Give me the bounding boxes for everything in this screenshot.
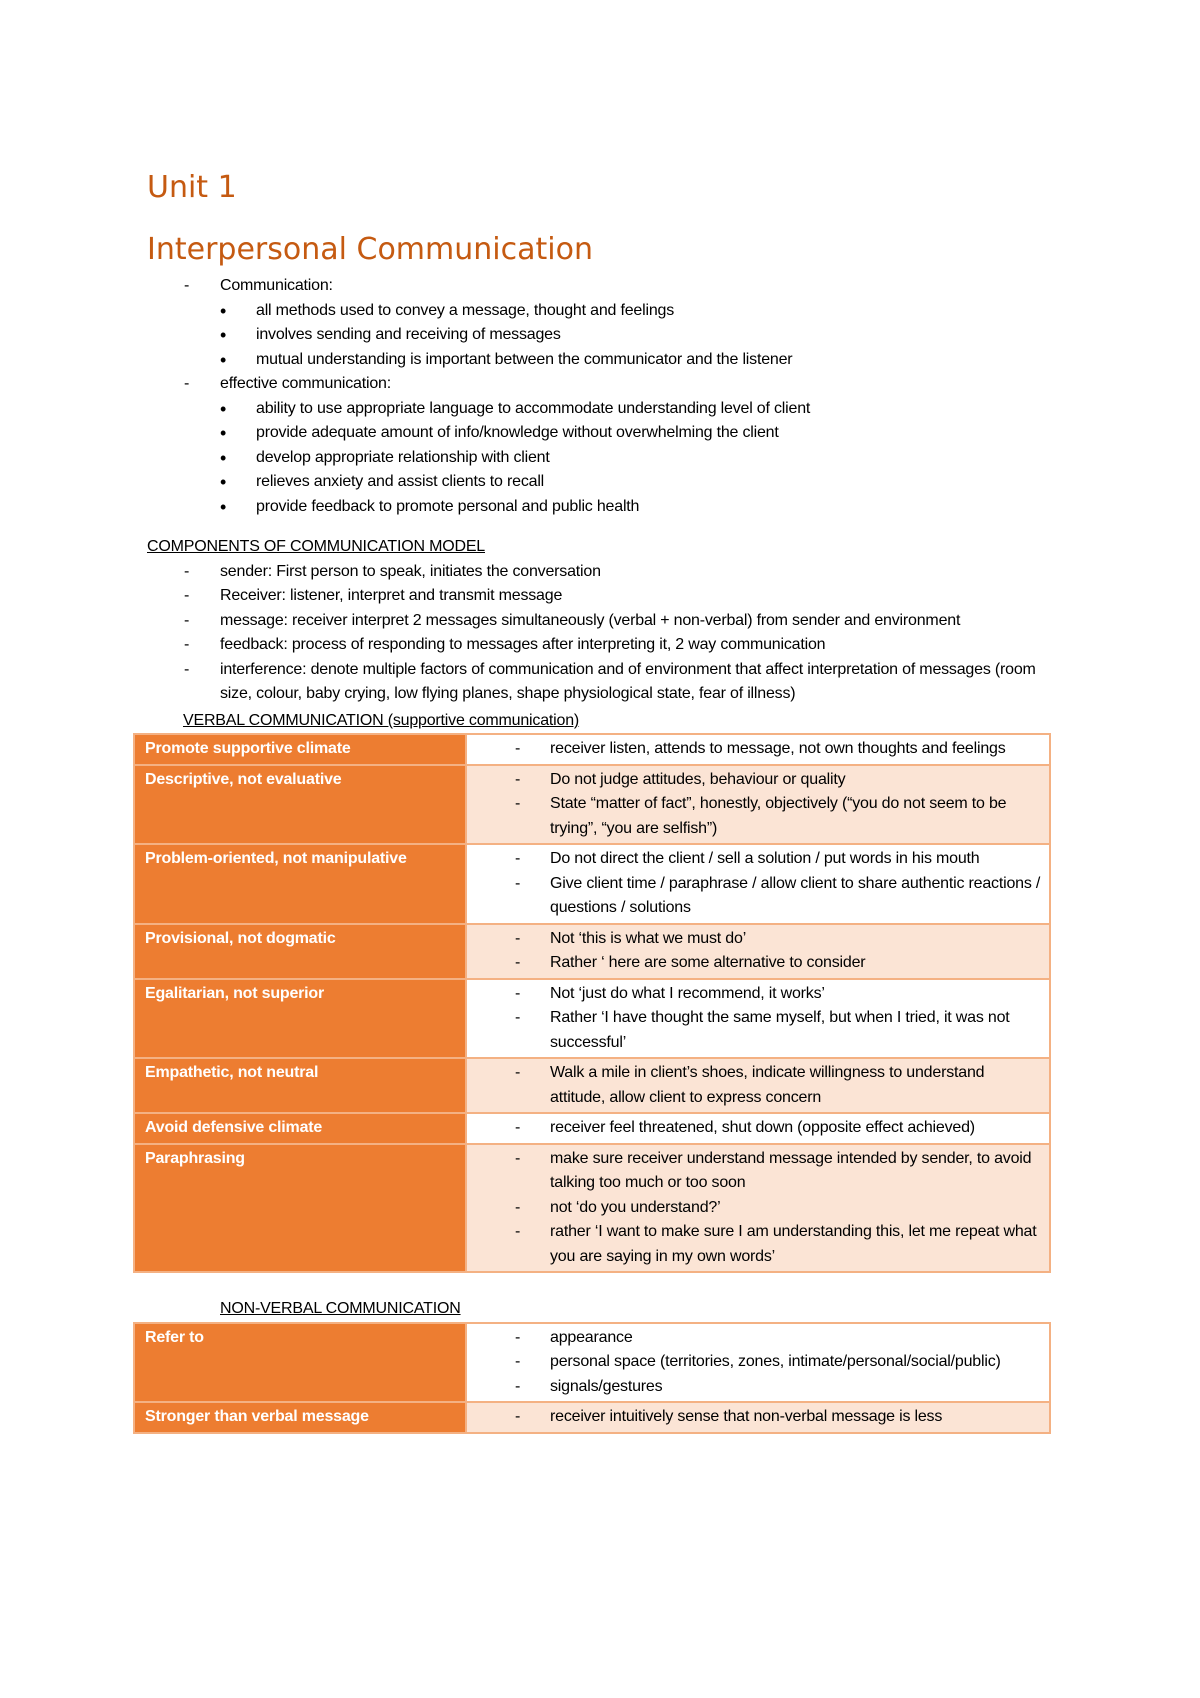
table-row-item: - appearance: [477, 1326, 1041, 1351]
table-row: [134, 1113, 1050, 1144]
intro-item: [147, 274, 1057, 372]
table-row-item: - Walk a mile in client’s shoes, indicate willingness to understand attitude, allow client to express concern: [477, 1061, 1041, 1110]
nonverbal-heading: NON-VERBAL COMMUNICATION: [220, 1300, 461, 1317]
nonverbal-section: [147, 1297, 1057, 1434]
bullet-item: • all methods used to convey a message, thought and feelings: [220, 299, 1057, 324]
table-row: [134, 924, 1050, 979]
component-item: - message: receiver interpret 2 messages simultaneously (verbal + non-verbal) from sender and environment: [147, 609, 1057, 634]
bullet-item: • involves sending and receiving of messages: [220, 323, 1057, 348]
intro-item-label: Communication:: [220, 277, 333, 294]
table-row-value: [466, 1113, 1050, 1144]
intro-item: [147, 372, 1057, 519]
table-row-key: Avoid defensive climate: [134, 1113, 466, 1144]
table-row-item: - personal space (territories, zones, intimate/personal/social/public): [477, 1350, 1041, 1375]
table-row-value: [466, 1144, 1050, 1273]
table-row-item: - Give client time / paraphrase / allow client to share authentic reactions / questions / solutions: [477, 872, 1041, 921]
table-row-item: - rather ‘I want to make sure I am understanding this, let me repeat what you are saying in my own words’: [477, 1220, 1041, 1269]
table-row: [134, 844, 1050, 924]
component-item: - sender: First person to speak, initiates the conversation: [147, 560, 1057, 585]
table-row-value: [466, 1323, 1050, 1403]
table-row-item: - receiver intuitively sense that non-verbal message is less: [477, 1405, 1041, 1430]
table-row-item: - receiver feel threatened, shut down (opposite effect achieved): [477, 1116, 1041, 1141]
document-content: [147, 168, 1057, 1434]
intro-bullets: [220, 397, 1057, 520]
table-row-value: [466, 765, 1050, 845]
table-row-key: Paraphrasing: [134, 1144, 466, 1273]
page-title: Interpersonal Communication: [147, 232, 593, 267]
unit-heading: Unit 1: [147, 170, 237, 205]
bullet-item: • develop appropriate relationship with client: [220, 446, 1057, 471]
component-item: - Receiver: listener, interpret and transmit message: [147, 584, 1057, 609]
table-row-key: Refer to: [134, 1323, 466, 1403]
table-row-key: Stronger than verbal message: [134, 1402, 466, 1433]
intro-bullets: [220, 299, 1057, 373]
table-row-item: - signals/gestures: [477, 1375, 1041, 1400]
table-row-value: [466, 979, 1050, 1059]
table-row-item: - Rather ‘I have thought the same myself, but when I tried, it was not successful’: [477, 1006, 1041, 1055]
bullet-item: • relieves anxiety and assist clients to recall: [220, 470, 1057, 495]
table-row-item: - make sure receiver understand message intended by sender, to avoid talking too much or too soon: [477, 1147, 1041, 1196]
table-row-value: [466, 1058, 1050, 1113]
table-row: [134, 734, 1050, 765]
components-list: [147, 560, 1057, 707]
table-row-item: - Do not judge attitudes, behaviour or quality: [477, 768, 1041, 793]
bullet-item: • ability to use appropriate language to accommodate understanding level of client: [220, 397, 1057, 422]
table-row-item: - receiver listen, attends to message, not own thoughts and feelings: [477, 737, 1041, 762]
table-row-key: Empathetic, not neutral: [134, 1058, 466, 1113]
bullet-item: • provide feedback to promote personal and public health: [220, 495, 1057, 520]
intro-item-label: effective communication:: [220, 375, 391, 392]
table-row-key: Egalitarian, not superior: [134, 979, 466, 1059]
table-row-item: - not ‘do you understand?’: [477, 1196, 1041, 1221]
table-row-value: [466, 1402, 1050, 1433]
verbal-heading: VERBAL COMMUNICATION (supportive communication): [183, 711, 580, 729]
verbal-section: [147, 709, 1057, 1274]
intro-section: [147, 274, 1057, 519]
components-heading: COMPONENTS OF COMMUNICATION MODEL: [147, 538, 485, 555]
table-row-value: [466, 734, 1050, 765]
table-row-item: - Do not direct the client / sell a solution / put words in his mouth: [477, 847, 1041, 872]
component-item: - interference: denote multiple factors of communication and of environment that affect interpretation of messages (room size, colour, baby crying, low flying planes, shape physiological state, fear of illness): [147, 658, 1057, 707]
table-row-key: Problem-oriented, not manipulative: [134, 844, 466, 924]
intro-list: [147, 274, 1057, 519]
verbal-table: [133, 733, 1051, 1273]
table-row: [134, 1323, 1050, 1403]
table-row-item: - Not ‘this is what we must do’: [477, 927, 1041, 952]
components-section: [147, 535, 1057, 707]
table-row: [134, 979, 1050, 1059]
bullet-item: • provide adequate amount of info/knowledge without overwhelming the client: [220, 421, 1057, 446]
table-row: [134, 1144, 1050, 1273]
table-row-item: - State “matter of fact”, honestly, objectively (“you do not seem to be trying”, “you are selfish”): [477, 792, 1041, 841]
nonverbal-table: [133, 1322, 1051, 1434]
table-row: [134, 1402, 1050, 1433]
table-row-item: - Rather ‘ here are some alternative to consider: [477, 951, 1041, 976]
table-row-key: Provisional, not dogmatic: [134, 924, 466, 979]
table-row-key: Promote supportive climate: [134, 734, 466, 765]
table-row-value: [466, 924, 1050, 979]
bullet-item: • mutual understanding is important between the communicator and the listener: [220, 348, 1057, 373]
table-row-item: - Not ‘just do what I recommend, it works’: [477, 982, 1041, 1007]
table-row: [134, 1058, 1050, 1113]
table-row-key: Descriptive, not evaluative: [134, 765, 466, 845]
component-item: - feedback: process of responding to messages after interpreting it, 2 way communication: [147, 633, 1057, 658]
table-row: [134, 765, 1050, 845]
table-row-value: [466, 844, 1050, 924]
